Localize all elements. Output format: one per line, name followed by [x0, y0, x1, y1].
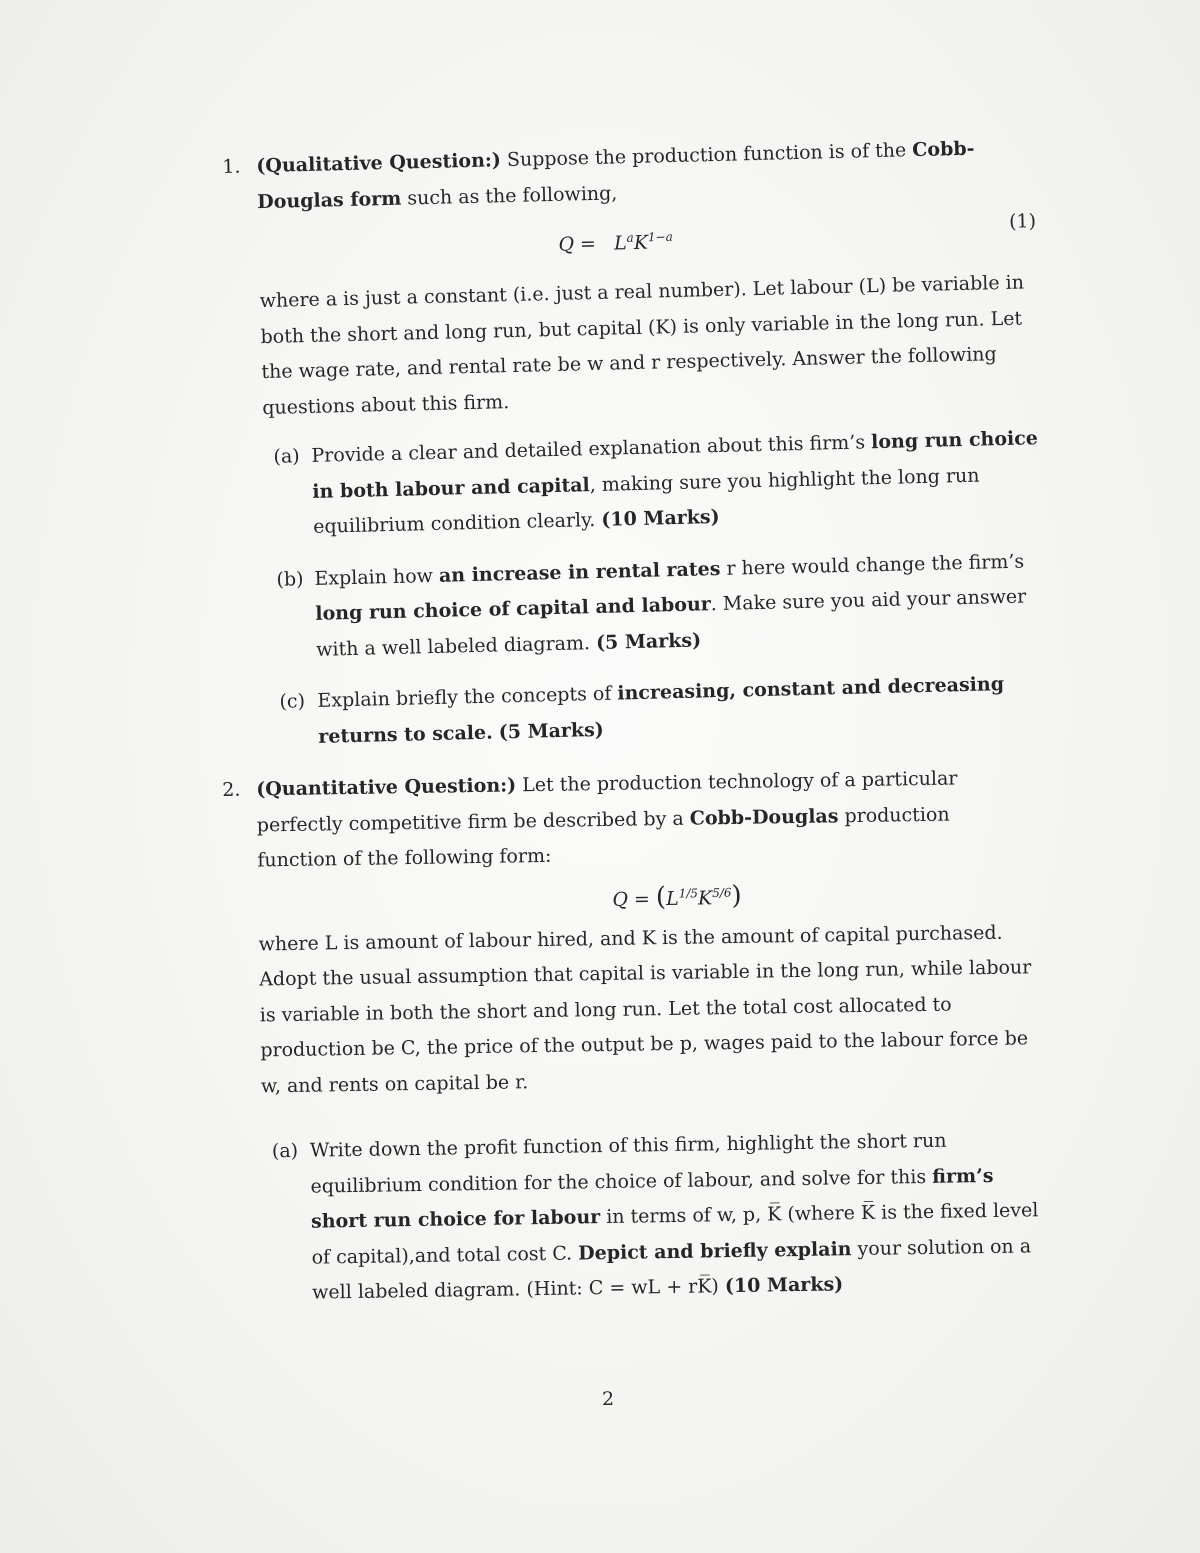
- page-number: 2: [601, 1388, 615, 1410]
- question-intro: (Qualitative Question:) Suppose the production function is of the Cobb-Douglas form such as the following,: [256, 137, 975, 213]
- question-body: where a is just a constant (i.e. just a real number). Let labour (L) be variable in both the short and long run, but capital (K) is only variable in the long run. Let the wage rate, and rental rate be w and r respectively. Answer the following questions about this firm.: [259, 271, 1025, 419]
- sub-question-b: (b) Explain how an increase in rental rates r here would change the firm’s long run choice of capital and labour. Make sure you aid your answer with a well labeled diagram. (5 Marks): [276, 550, 1027, 661]
- question-number: 1.: [222, 155, 241, 178]
- equation-expression: Q = $L^aK^{1-a}$: [558, 229, 673, 256]
- question-number: 2.: [222, 778, 241, 801]
- question-body: where L is amount of labour hired, and K is the amount of capital purchased. Adopt the usual assumption that capital is variable in the long run, while labour is variable in both the short and long run. Let the total cost allocated to production be C, the price of the output be p, wages paid to the labour force be w, and rents on capital be r.: [258, 921, 1032, 1097]
- sub-question-label: (a): [273, 445, 300, 468]
- sub-question-label: (a): [271, 1139, 299, 1163]
- sub-question-label: (c): [279, 690, 306, 713]
- sub-question-c: (c) Explain briefly the concepts of increasing, constant and decreasing returns to scale. (5 Marks): [279, 673, 1005, 748]
- equation-number: (1): [1008, 210, 1037, 233]
- equation-2: $Q = (L^{1/5}K^{5/6})$: [612, 880, 742, 912]
- sub-question-list: [262, 1122, 1043, 1312]
- page-content: [222, 137, 1039, 1329]
- question-intro: (Quantitative Question:) Let the production technology of a particular perfectly competitive firm be described by a Cobb-Douglas production function of the following form:: [256, 767, 958, 872]
- sub-question-a: (a) Write down the profit function of this firm, highlight the short run equilibrium condition for the choice of labour, and solve for this firm’s short run choice for labour in terms of w, p, K̅ (where K̅ is the fixed level of capital),and total cost C. Depict and briefly explain your solution on a well labeled diagram. (Hint: C = wL + rK̅) (10 Marks): [271, 1129, 1039, 1304]
- sub-question-label: (b): [276, 567, 304, 591]
- question-1: [222, 130, 1049, 757]
- sub-question-list: [263, 421, 1048, 756]
- sub-question-a: (a) Provide a clear and detailed explanation about this firm’s long run choice in both labour and capital, making sure you highlight the long run equilibrium condition clearly. (10 Marks): [273, 427, 1039, 538]
- question-2: [222, 760, 1042, 1312]
